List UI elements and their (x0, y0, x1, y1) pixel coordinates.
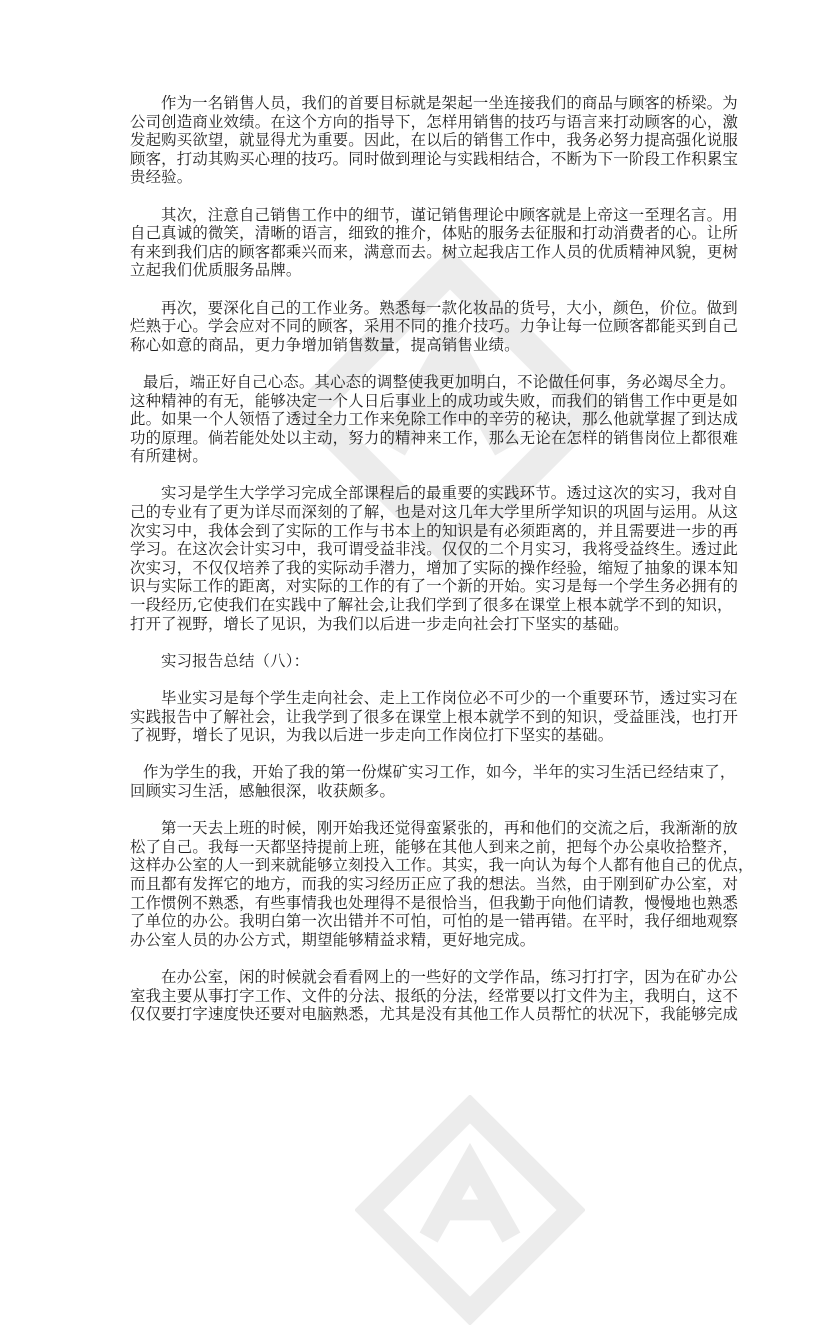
text-line: 松了自己。我每一天都坚持提前上班，能够在其他人到来之前，把每个办公桌收拾整齐， (130, 837, 739, 856)
paragraph (130, 967, 739, 1024)
text-line: 作为一名销售人员，我们的首要目标就是架起一坐连接我们的商品与顾客的桥梁。为 (161, 94, 738, 112)
text-line: 而且都有发挥它的地方，而我的实习经历正应了我的想法。当然，由于刚到矿办公室，对 (130, 874, 739, 893)
text-line: 仅仅要打字速度快还要对电脑熟悉，尤其是没有其他工作人员帮忙的状况下，我能够完成 (130, 1005, 739, 1024)
section-heading (130, 652, 704, 671)
text-line: 了单位的办公。我明白第一次出错并不可怕，可怕的是一错再错。在平时，我仔细地观察 (130, 912, 739, 931)
text-line: 功的原理。倘若能处处以主动，努力的精神来工作，那么无论在怎样的销售岗位上都很难 (130, 428, 739, 447)
text-line: 立起我们优质服务品牌。 (130, 261, 302, 280)
text-line: 回顾实习生活，感触很深，收获颇多。 (130, 781, 396, 800)
text-line: 公司创造商业效绩。在这个方向的指导下，怎样用销售的技巧与语言来打动顾客的心，激 (130, 112, 739, 131)
text-line: 室我主要从事打字工作、文件的分法、报纸的分法，经常要以打文件为主，我明白，这不 (130, 986, 739, 1005)
paragraph (130, 819, 754, 949)
text-line: 了视野，增长了见识，为我以后进一步走向工作岗位打下坚实的基础。 (130, 726, 614, 745)
text-line: 在办公室，闲的时候就会看看网上的一些好的文学作品，练习打打字，因为在矿办公 (161, 967, 738, 986)
text-line: 称心如意的商品，更力争增加销售数量，提高销售业绩。 (130, 335, 520, 354)
text-line: 作为学生的我，开始了我的第一份煤矿实习工作，如今，半年的实习生活已经结束了， (143, 763, 736, 782)
paragraph (130, 372, 739, 466)
paragraph (130, 298, 739, 355)
text-line: 其次，注意自己销售工作中的细节，谨记销售理论中顾客就是上帝这一至理名言。用 (161, 205, 738, 224)
text-line: 毕业实习是每个学生走向社会、走上工作岗位必不可少的一个重要环节，透过实习在 (161, 689, 738, 707)
paragraph (130, 689, 739, 745)
text-line: 最后，端正好自己心态。其心态的调整使我更加明白，不论做任何事，务必竭尽全力。 (143, 372, 736, 391)
watermark-logo-icon (355, 1095, 585, 1325)
text-line: 己的专业有了更为详尽而深刻的了解，也是对这几年大学里所学知识的巩固与运用。从这 (130, 503, 739, 522)
text-line: 识与实际工作的距离，对实际的工作的有了一个新的开始。实习是每一个学生务必拥有的 (130, 577, 739, 596)
text-line: 发起购买欲望，就显得尤为重要。因此，在以后的销售工作中，我务必努力提高强化说服 (130, 131, 739, 150)
text-line: 烂熟于心。学会应对不同的顾客，采用不同的推介技巧。力争让每一位顾客都能买到自己 (130, 317, 739, 336)
text-line: 有所建树。 (130, 447, 208, 466)
document-body (130, 94, 754, 1042)
paragraph (130, 205, 739, 280)
text-line: 第一天去上班的时候，刚开始我还觉得蛮紧张的，再和他们的交流之后，我渐渐的放 (161, 819, 738, 838)
text-line: 自己真诚的微笑，清晰的语言，细致的推介，体贴的服务去征服和打动消费者的心。让所 (130, 224, 739, 243)
text-line: 打开了视野，增长了见识，为我们以后进一步走向社会打下坚实的基础。 (130, 614, 629, 633)
paragraph (130, 484, 739, 633)
text-line: 学习。在这次会计实习中，我可谓受益非浅。仅仅的二个月实习，我将受益终生。透过此 (130, 540, 739, 559)
text-line: 工作惯例不熟悉，有些事情我也处理得不是很恰当，但我勤于向他们请教，慢慢地也熟悉 (130, 893, 739, 912)
text-line: 次实习，不仅仅培养了我的实际动手潜力，增加了实际的操作经验，缩短了抽象的课本知 (130, 558, 739, 577)
text-line: 实习是学生大学学习完成全部课程后的最重要的实践环节。透过这次的实习，我对自 (161, 484, 738, 503)
text-line: 次实习中，我体会到了实际的工作与书本上的知识是有必须距离的，并且需要进一步的再 (130, 521, 739, 540)
text-line: 这种精神的有无，能够决定一个人日后事业上的成功或失败，而我们的销售工作中更是如 (130, 391, 739, 410)
text-line: 实习报告总结（八）： (161, 651, 310, 670)
paragraph (130, 94, 739, 187)
text-line: 顾客，打动其购买心理的技巧。同时做到理论与实践相结合，不断为下一阶段工作积累宝 (130, 149, 739, 168)
text-line: 办公室人员的办公方式，期望能够精益求精，更好地完成。 (130, 930, 536, 949)
text-line: 再次，要深化自己的工作业务。熟悉每一款化妆品的货号，大小，颜色，价位。做到 (161, 298, 738, 317)
text-line: 这样办公室的人一到来就能够立刻投入工作。其实，我一向认为每个人都有他自己的优点， (130, 856, 754, 875)
paragraph (130, 763, 736, 800)
text-line: 贵经验。 (130, 168, 193, 187)
text-line: 实践报告中了解社会，让我学到了很多在课堂上根本就学不到的知识，受益匪浅，也打开 (130, 707, 739, 726)
text-line: 有来到我们店的顾客都乘兴而来，满意而去。树立起我店工作人员的优质精神风貌，更树 (130, 242, 739, 261)
text-line: 此。如果一个人领悟了透过全力工作来免除工作中的辛劳的秘诀，那么他就掌握了到达成 (130, 410, 739, 429)
text-line: 一段经历,它使我们在实践中了解社会,让我们学到了很多在课堂上根本就学不到的知识， (130, 596, 733, 615)
